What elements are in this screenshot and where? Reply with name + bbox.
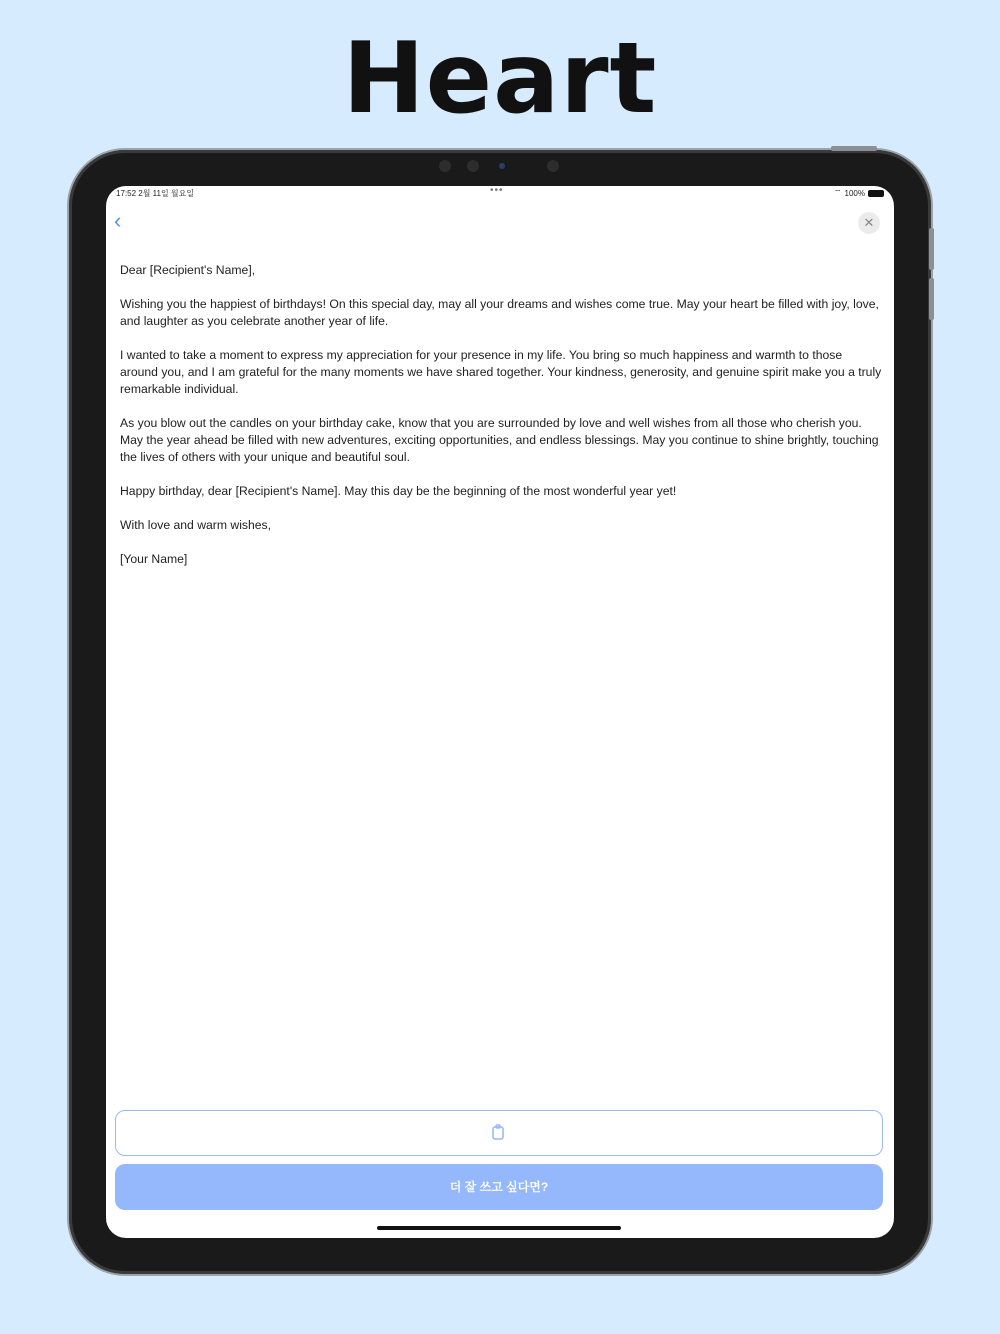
tablet-frame <box>69 150 931 1274</box>
camera-bar <box>439 158 569 174</box>
hero-title: Heart <box>342 22 658 136</box>
letter-text <box>120 262 882 585</box>
close-button[interactable] <box>858 212 880 234</box>
volume-down-button <box>929 278 934 320</box>
status-bar <box>106 186 894 202</box>
clipboard-icon <box>491 1122 505 1142</box>
wifi-icon: ⌔ <box>834 188 842 197</box>
status-right <box>834 188 884 198</box>
battery-percent: 100% <box>844 188 865 198</box>
battery-icon <box>868 190 884 197</box>
home-indicator[interactable] <box>377 1226 621 1230</box>
copy-button[interactable] <box>115 1110 883 1156</box>
close-icon: ✕ <box>863 215 875 230</box>
sensor-dot <box>547 160 559 172</box>
letter-paragraph: I wanted to take a moment to express my appreciation for your presence in my life. You bring so much happiness and warmth to those around you, and I am grateful for the many moments we have shared together. Your kindness, generosity, and genuine spirit make you a truly remarkable individual. <box>120 348 882 396</box>
letter-paragraph: Wishing you the happiest of birthdays! On this special day, may all your dreams and wishes come true. May your heart be filled with joy, love, and laughter as you celebrate another year of life. <box>120 297 879 328</box>
screen <box>106 186 894 1238</box>
camera-lens <box>499 163 505 169</box>
sensor-dot <box>439 160 451 172</box>
letter-paragraph: As you blow out the candles on your birthday cake, know that you are surrounded by love and well wishes from all those who cherish you. May the year ahead be filled with new adventures, exciting opportunities, and endless blessings. May you continue to shine brightly, touching the lives of others with your unique and beautiful soul. <box>120 416 879 464</box>
chevron-left-icon: ‹ <box>114 208 122 233</box>
top-button <box>831 146 877 151</box>
back-button[interactable] <box>114 210 134 234</box>
improve-writing-button[interactable]: 더 잘 쓰고 싶다면? <box>115 1164 883 1210</box>
status-time: 17:52 2월 11일 월요일 <box>116 189 195 198</box>
letter-paragraph: [Your Name] <box>120 552 188 566</box>
letter-paragraph: Dear [Recipient's Name], <box>120 263 256 277</box>
sensor-dot <box>467 160 479 172</box>
letter-paragraph: Happy birthday, dear [Recipient's Name]. May this day be the beginning of the most wonderful year yet! <box>120 484 677 498</box>
multitask-dots[interactable]: ••• <box>490 186 504 196</box>
volume-up-button <box>929 228 934 270</box>
letter-paragraph: With love and warm wishes, <box>120 518 272 532</box>
